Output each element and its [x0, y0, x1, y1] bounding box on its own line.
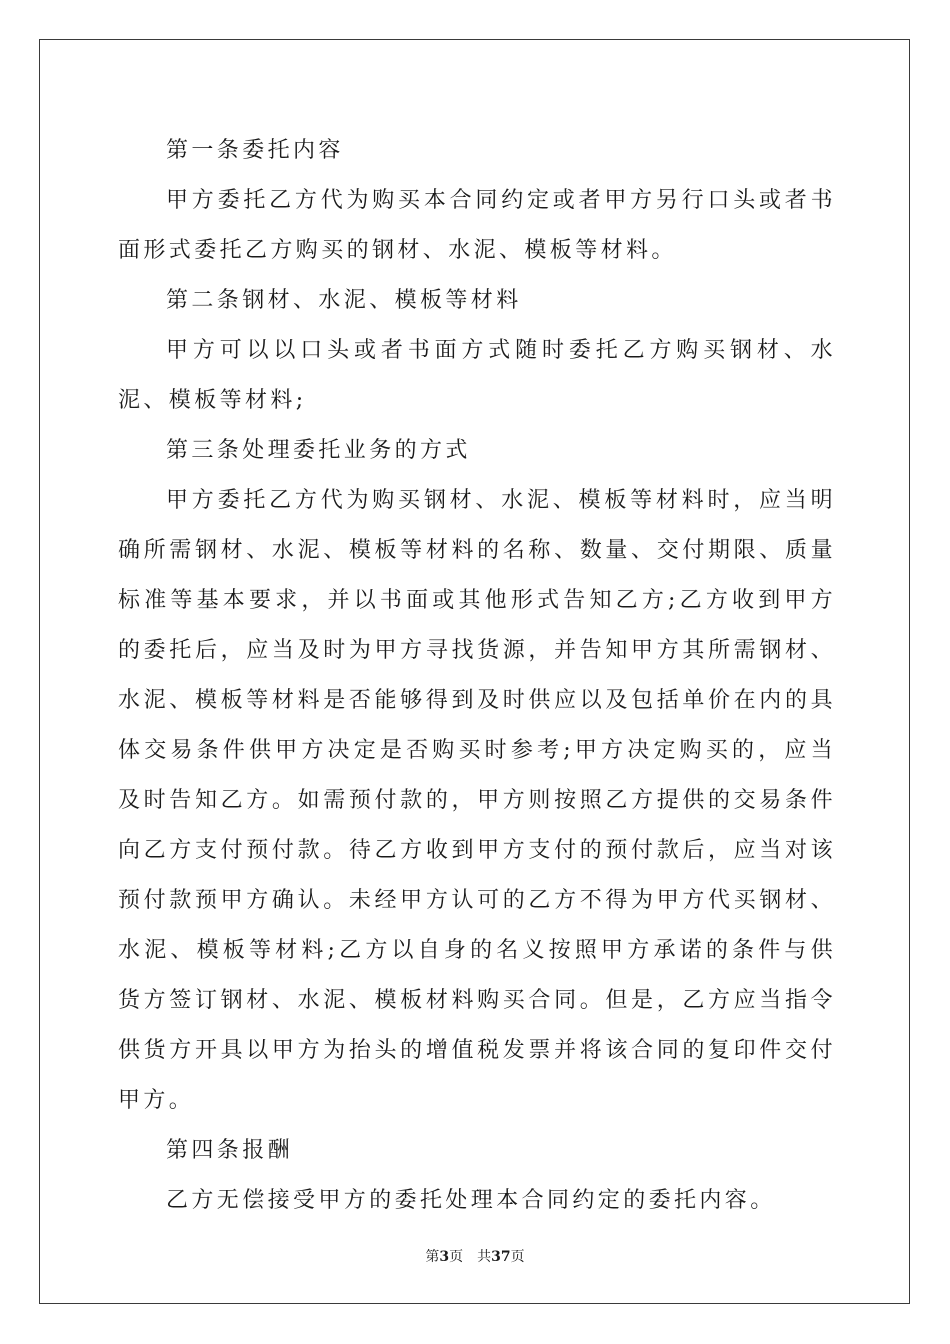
article-4-heading: 第四条报酬 — [166, 1138, 294, 1163]
total-suffix: 页 — [510, 1249, 525, 1265]
page-footer — [0, 1247, 950, 1267]
total-pages: 37 — [491, 1249, 511, 1265]
article-3-heading: 第三条处理委托业务的方式 — [166, 438, 471, 463]
article-2-text: 甲方可以以口头或者书面方式随时委托乙方购买钢材、水泥、模板等材料; — [118, 338, 836, 413]
document-body — [118, 126, 836, 1226]
article-2-heading: 第二条钢材、水泥、模板等材料 — [166, 288, 522, 313]
page-prefix: 第 — [425, 1249, 440, 1265]
article-1-heading: 第一条委托内容 — [166, 138, 344, 163]
article-3-text: 甲方委托乙方代为购买钢材、水泥、模板等材料时，应当明确所需钢材、水泥、模板等材料的名称、数量、交付期限、质量标准等基本要求，并以书面或其他形式告知乙方;乙方收到甲方的委托后，应当及时为甲方寻找货源，并告知甲方其所需钢材、水泥、模板等材料是否能够得到及时供应以及包括单价在内的具体交易条件供甲方决定是否购买时参考;甲方决定购买的，应当及时告知乙方。如需预付款的，甲方则按照乙方提供的交易条件向乙方支付预付款。待乙方收到甲方支付的预付款后，应当对该预付款预甲方确认。未经甲方认可的乙方不得为甲方代买钢材、水泥、模板等材料;乙方以自身的名义按照甲方承诺的条件与供货方签订钢材、水泥、模板材料购买合同。但是，乙方应当指令供货方开具以甲方为抬头的增值税发票并将该合同的复印件交付甲方。 — [118, 488, 836, 1113]
page-suffix: 页 — [449, 1249, 464, 1265]
total-prefix: 共 — [477, 1249, 492, 1265]
article-1-text: 甲方委托乙方代为购买本合同约定或者甲方另行口头或者书面形式委托乙方购买的钢材、水泥、模板等材料。 — [118, 188, 836, 263]
article-4-text: 乙方无偿接受甲方的委托处理本合同约定的委托内容。 — [166, 1188, 776, 1213]
page-number: 3 — [439, 1249, 450, 1265]
